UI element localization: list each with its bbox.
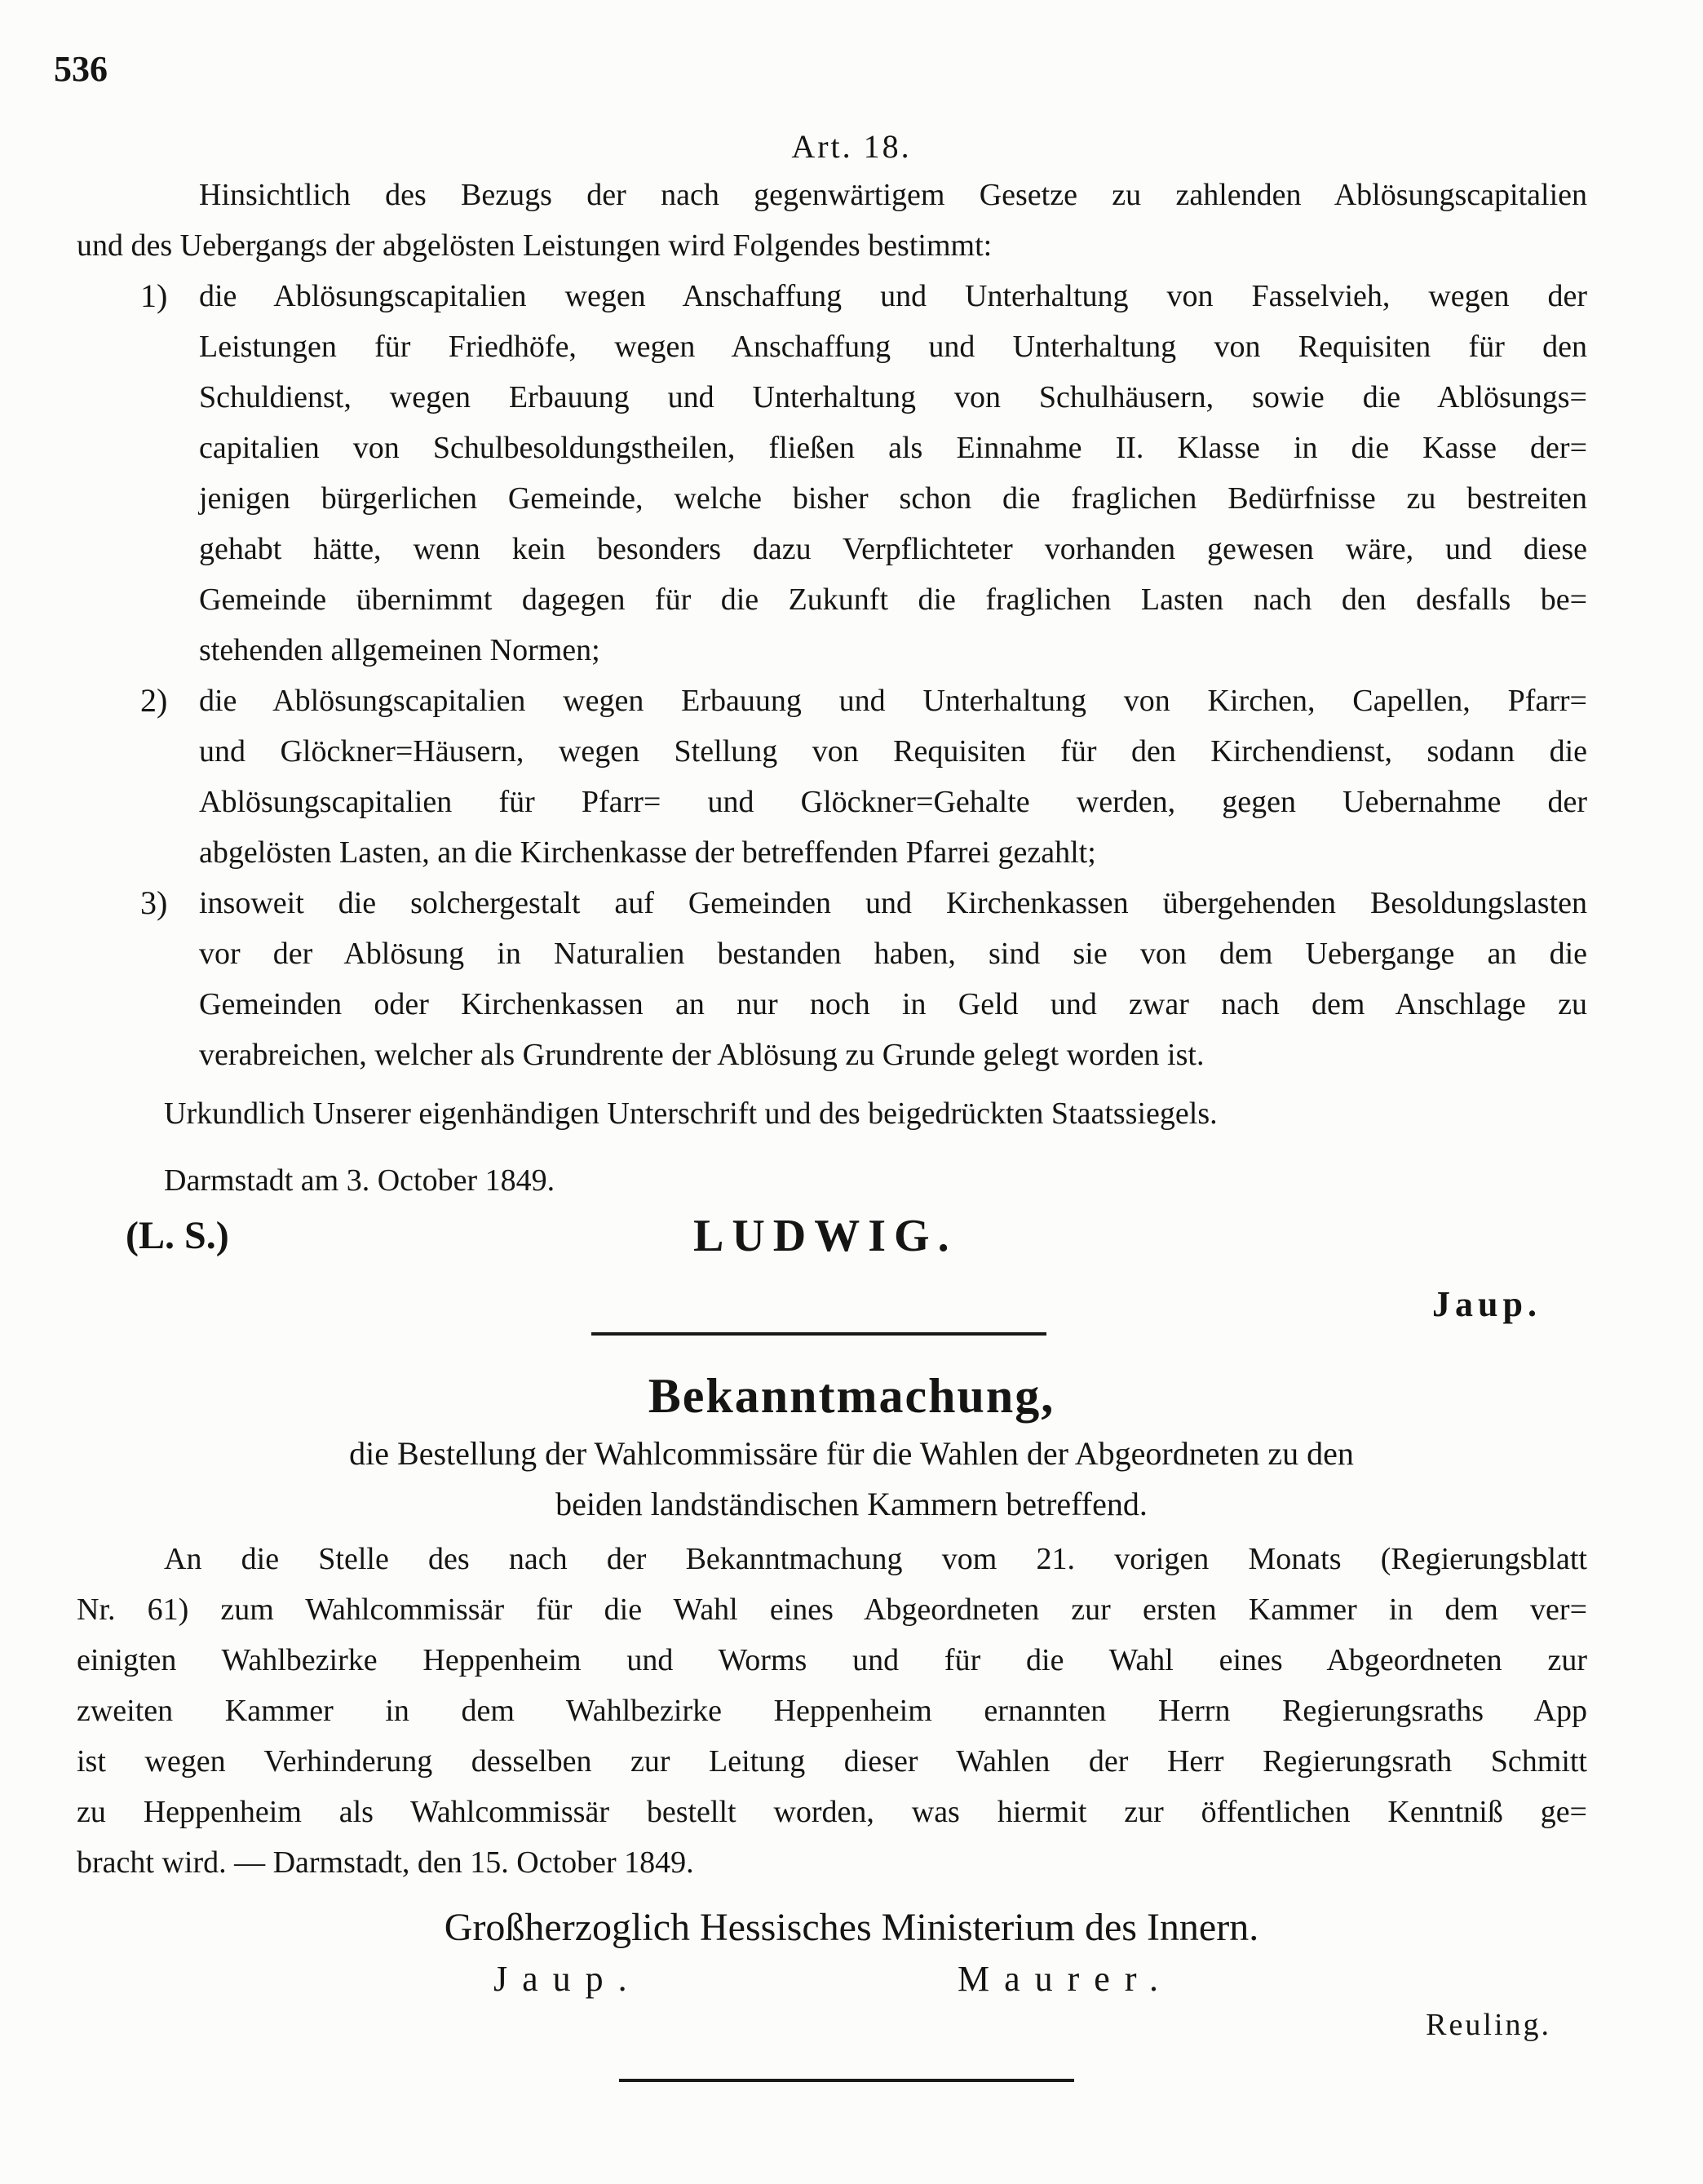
text-line: Schuldienst, wegen Erbauung und Unterhaltung von Schulhäusern, sowie die Ablösungs= [199,380,1587,414]
text-line: die Bestellung der Wahlcommissäre für die Wahlen der Abgeordneten zu den [349,1435,1354,1472]
text-line: einigten Wahlbezirke Heppenheim und Worms und für die Wahl eines Abgeordneten zur [77,1643,1587,1677]
text-line: Hinsichtlich des Bezugs der nach gegenwärtigem Gesetze zu zahlenden Ablösungscapitalien [199,178,1587,212]
text-line: Leistungen für Friedhöfe, wegen Anschaffung und Unterhaltung von Requisiten für den [199,330,1587,364]
text-line: stehenden allgemeinen Normen; [199,633,600,667]
closing-formula: Urkundlich Unserer eigenhändigen Unterschrift und des beigedrückten Staatssiegels. [164,1096,1218,1131]
place-date: Darmstadt am 3. October 1849. [164,1163,555,1198]
text-line: Nr. 61) zum Wahlcommissär für die Wahl eines Abgeordneten zur ersten Kammer in dem ver= [77,1593,1587,1627]
announcement-body [77,1534,1587,1888]
article-intro [77,170,1587,271]
article-items [140,271,1587,1080]
item-number: 3) [140,884,168,921]
text-line: Ablösungscapitalien für Pfarr= und Glöckner=Gehalte werden, gegen Uebernahme der [199,785,1587,819]
text-line: beiden landständischen Kammern betreffend. [555,1486,1148,1522]
item-number: 1) [140,277,168,314]
text-line: ist wegen Verhinderung desselben zur Leitung dieser Wahlen der Herr Regierungsrath Schmitt [77,1744,1587,1779]
text-line: und Glöckner=Häusern, wegen Stellung von Requisiten für den Kirchendienst, sodann die [199,734,1587,769]
text-line: An die Stelle des nach der Bekanntmachung vom 21. vorigen Monats (Regierungsblatt [164,1542,1587,1576]
text-line: abgelösten Lasten, an die Kirchenkasse der betreffenden Pfarrei gezahlt; [199,835,1096,870]
text-line: capitalien von Schulbesoldungstheilen, fließen als Einnahme II. Klasse in die Kasse der= [199,431,1587,465]
text-line: vor der Ablösung in Naturalien bestanden haben, sind sie von dem Uebergange an die [199,937,1587,971]
countersignature: Jaup. [1432,1284,1542,1324]
text-line: verabreichen, welcher als Grundrente der Ablösung zu Grunde gelegt worden ist. [199,1038,1205,1072]
text-line: und des Uebergangs der abgelösten Leistungen wird Folgendes bestimmt: [77,228,993,263]
clerk-signature: Reuling. [1426,2008,1551,2042]
text-line: die Ablösungscapitalien wegen Anschaffung und Unterhaltung von Fasselvieh, wegen der [199,279,1587,313]
signature: Jaup. [493,1959,642,1999]
page-number: 536 [54,49,108,89]
item-number: 2) [140,682,168,719]
article-heading: Art. 18. [791,128,912,165]
text-line: zu Heppenheim als Wahlcommissär bestellt worden, was hiermit zur öffentlichen Kenntniß ge= [77,1795,1587,1829]
text-line: zweiten Kammer in dem Wahlbezirke Heppenheim ernannten Herrn Regierungsraths App [77,1694,1587,1728]
sovereign-signature: LUDWIG. [693,1211,958,1261]
list-item [140,878,1587,1080]
section-divider [591,1332,1046,1336]
end-divider [619,2079,1074,2082]
text-line: gehabt hätte, wenn kein besonders dazu Verpflichteter vorhanden gewesen wäre, und diese [199,532,1587,566]
text-line: Gemeinde übernimmt dagegen für die Zukunft die fraglichen Lasten nach den desfalls be= [199,583,1587,617]
text-line: jenigen bürgerlichen Gemeinde, welche bisher schon die fraglichen Bedürfnisse zu bestreiten [199,481,1587,516]
announcement-subtitle [0,1429,1703,1530]
announcement-title: Bekanntmachung, [648,1369,1055,1423]
seal-mark: (L. S.) [126,1214,229,1257]
text-line: bracht wird. — Darmstadt, den 15. October 1849. [77,1845,694,1880]
text-line: Gemeinden oder Kirchenkassen an nur noch in Geld und zwar nach dem Anschlage zu [199,987,1587,1021]
list-item [140,271,1587,676]
text-line: insoweit die solchergestalt auf Gemeinden und Kirchenkassen übergehenden Besoldungslasten [199,886,1587,920]
text-line: die Ablösungscapitalien wegen Erbauung und Unterhaltung von Kirchen, Capellen, Pfarr= [199,684,1587,718]
list-item [140,676,1587,878]
issuing-authority: Großherzoglich Hessisches Ministerium des Innern. [444,1906,1259,1949]
signature: Maurer. [958,1959,1174,1999]
